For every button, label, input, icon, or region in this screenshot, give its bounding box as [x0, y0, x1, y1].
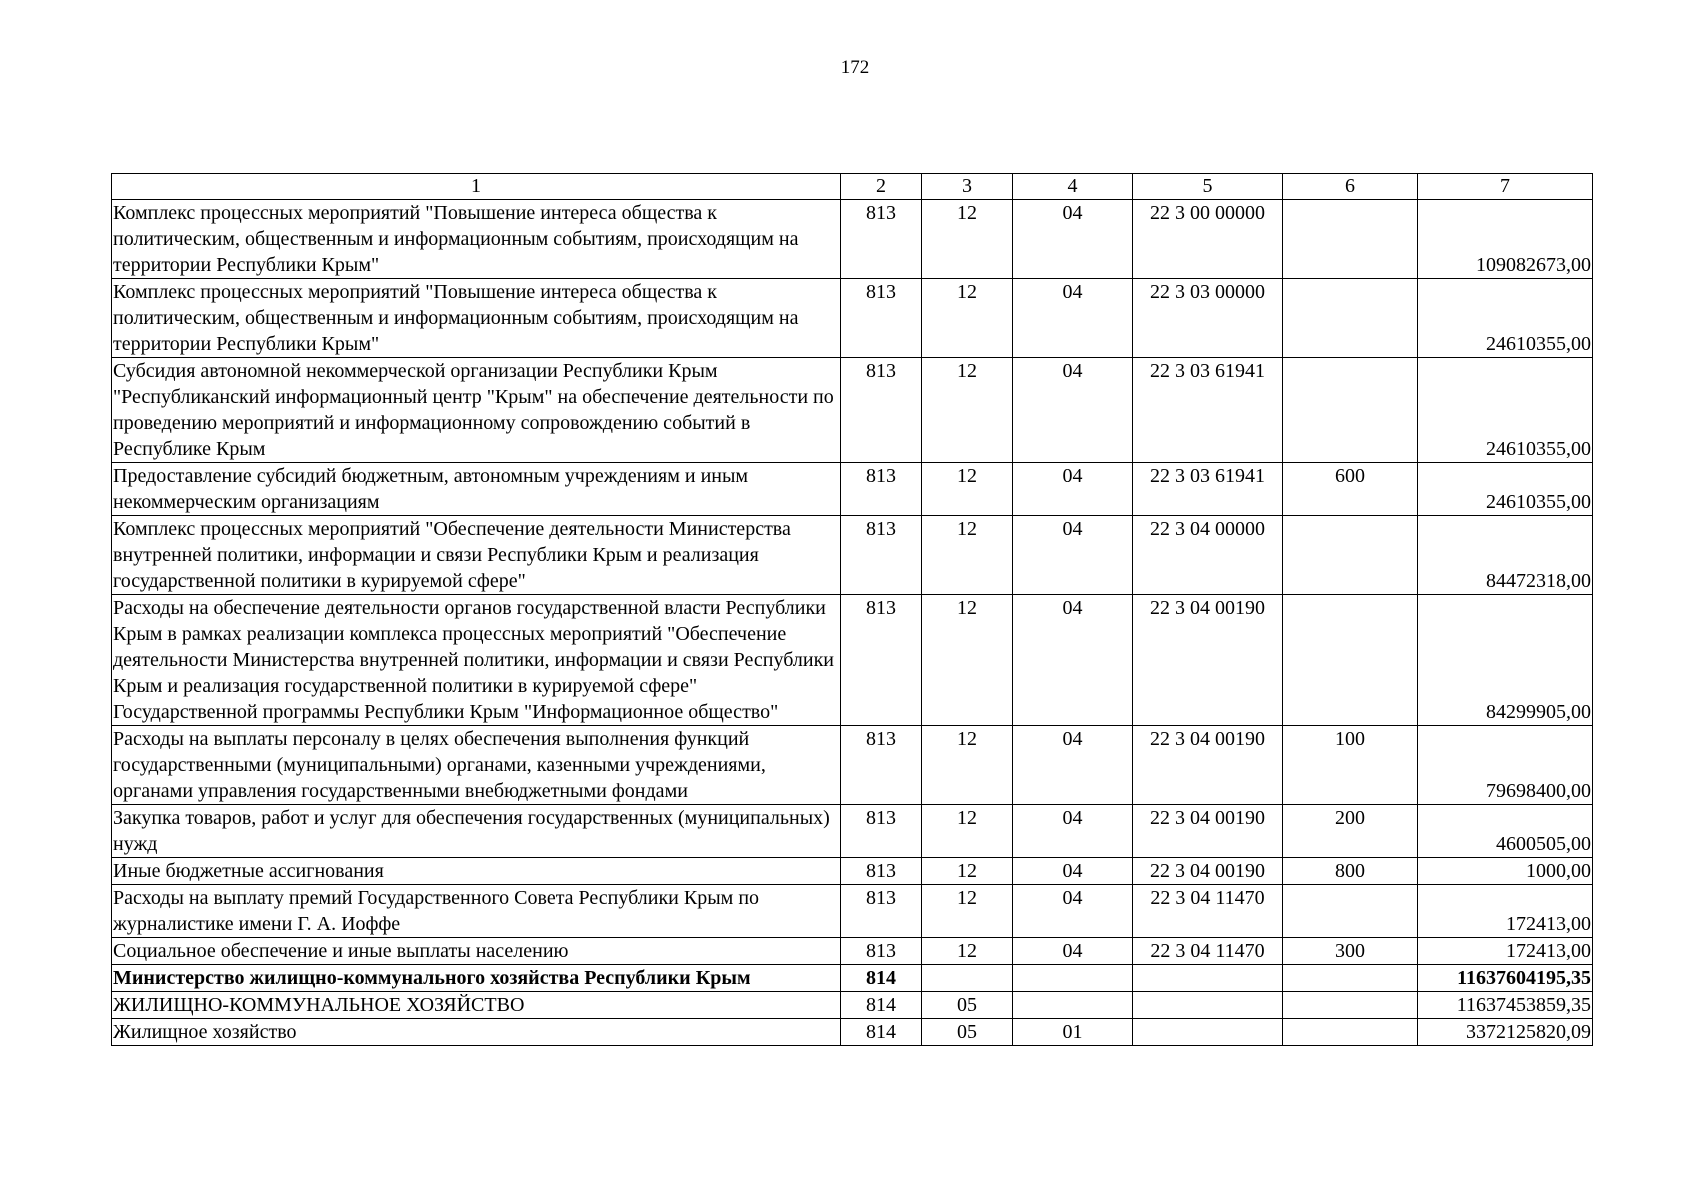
- cell-amount: 84472318,00: [1418, 516, 1593, 595]
- cell-subsection-code: 04: [1013, 463, 1133, 516]
- cell-target-article: [1133, 1019, 1283, 1046]
- cell-name: Министерство жилищно-коммунального хозяйства Республики Крым: [112, 965, 841, 992]
- table-row: [112, 279, 1593, 358]
- cell-expense-type: 600: [1283, 463, 1418, 516]
- cell-section-code: 05: [922, 1019, 1013, 1046]
- cell-ministry-code: 813: [841, 463, 922, 516]
- cell-name: Расходы на выплаты персоналу в целях обеспечения выполнения функций государственными (муниципальными) органами, казенными учреждениями, органами управления государственными внебюджетными фондами: [112, 726, 841, 805]
- cell-subsection-code: 04: [1013, 200, 1133, 279]
- cell-target-article: 22 3 03 61941: [1133, 463, 1283, 516]
- cell-section-code: 12: [922, 938, 1013, 965]
- cell-expense-type: [1283, 358, 1418, 463]
- column-header-3: 3: [922, 174, 1013, 200]
- cell-expense-type: [1283, 595, 1418, 726]
- cell-expense-type: [1283, 885, 1418, 938]
- cell-amount: 24610355,00: [1418, 463, 1593, 516]
- cell-target-article: 22 3 04 00190: [1133, 805, 1283, 858]
- page-number: 172: [840, 57, 870, 78]
- budget-table: [111, 173, 1593, 1046]
- cell-subsection-code: [1013, 992, 1133, 1019]
- cell-ministry-code: 813: [841, 200, 922, 279]
- cell-subsection-code: 04: [1013, 358, 1133, 463]
- cell-amount: 79698400,00: [1418, 726, 1593, 805]
- cell-amount: 84299905,00: [1418, 595, 1593, 726]
- cell-subsection-code: [1013, 965, 1133, 992]
- cell-ministry-code: 814: [841, 992, 922, 1019]
- cell-expense-type: [1283, 992, 1418, 1019]
- cell-section-code: 12: [922, 358, 1013, 463]
- cell-subsection-code: 04: [1013, 595, 1133, 726]
- table-row: [112, 858, 1593, 885]
- cell-ministry-code: 813: [841, 805, 922, 858]
- cell-name: Социальное обеспечение и иные выплаты населению: [112, 938, 841, 965]
- cell-ministry-code: 813: [841, 938, 922, 965]
- cell-ministry-code: 813: [841, 516, 922, 595]
- cell-name: Иные бюджетные ассигнования: [112, 858, 841, 885]
- cell-target-article: 22 3 00 00000: [1133, 200, 1283, 279]
- table-row: [112, 992, 1593, 1019]
- cell-expense-type: 300: [1283, 938, 1418, 965]
- cell-name: Комплекс процессных мероприятий "Повышение интереса общества к политическим, общественным и информационным событиям, происходящим на территории Республики Крым": [112, 279, 841, 358]
- cell-target-article: 22 3 03 61941: [1133, 358, 1283, 463]
- column-header-1: 1: [112, 174, 841, 200]
- table-row: [112, 358, 1593, 463]
- cell-target-article: 22 3 03 00000: [1133, 279, 1283, 358]
- cell-expense-type: [1283, 1019, 1418, 1046]
- table-row: [112, 885, 1593, 938]
- table-row: [112, 726, 1593, 805]
- cell-expense-type: 800: [1283, 858, 1418, 885]
- cell-ministry-code: 814: [841, 965, 922, 992]
- cell-amount: 4600505,00: [1418, 805, 1593, 858]
- cell-amount: 172413,00: [1418, 938, 1593, 965]
- table-row: [112, 1019, 1593, 1046]
- table-row: [112, 516, 1593, 595]
- cell-expense-type: 200: [1283, 805, 1418, 858]
- cell-name: Расходы на обеспечение деятельности органов государственной власти Республики Крым в рамках реализации комплекса процессных мероприятий "Обеспечение деятельности Министерства внутренней политики, информации и связи Республики Крым и реализация государственной политики в курируемой сфере" Государственной программы Республики Крым "Информационное общество": [112, 595, 841, 726]
- cell-target-article: 22 3 04 11470: [1133, 885, 1283, 938]
- cell-amount: 1000,00: [1418, 858, 1593, 885]
- cell-amount: 24610355,00: [1418, 279, 1593, 358]
- cell-section-code: 12: [922, 200, 1013, 279]
- cell-section-code: 12: [922, 516, 1013, 595]
- cell-ministry-code: 813: [841, 358, 922, 463]
- cell-section-code: [922, 965, 1013, 992]
- cell-target-article: [1133, 992, 1283, 1019]
- cell-target-article: 22 3 04 00190: [1133, 726, 1283, 805]
- cell-target-article: 22 3 04 00190: [1133, 595, 1283, 726]
- column-header-7: 7: [1418, 174, 1593, 200]
- cell-ministry-code: 813: [841, 858, 922, 885]
- cell-subsection-code: 04: [1013, 858, 1133, 885]
- table-header-row: [112, 174, 1593, 200]
- cell-expense-type: [1283, 516, 1418, 595]
- column-header-2: 2: [841, 174, 922, 200]
- cell-amount: 3372125820,09: [1418, 1019, 1593, 1046]
- cell-name: Субсидия автономной некоммерческой организации Республики Крым "Республиканский информационный центр "Крым" на обеспечение деятельности по проведению мероприятий и информационному сопровождению событий в Республике Крым: [112, 358, 841, 463]
- cell-amount: 24610355,00: [1418, 358, 1593, 463]
- cell-section-code: 12: [922, 858, 1013, 885]
- cell-subsection-code: 04: [1013, 805, 1133, 858]
- cell-subsection-code: 04: [1013, 516, 1133, 595]
- cell-subsection-code: 01: [1013, 1019, 1133, 1046]
- cell-ministry-code: 813: [841, 279, 922, 358]
- cell-section-code: 12: [922, 726, 1013, 805]
- cell-section-code: 12: [922, 463, 1013, 516]
- cell-ministry-code: 813: [841, 595, 922, 726]
- table-row: [112, 938, 1593, 965]
- table-row: [112, 805, 1593, 858]
- column-header-5: 5: [1133, 174, 1283, 200]
- column-header-6: 6: [1283, 174, 1418, 200]
- cell-section-code: 12: [922, 885, 1013, 938]
- table-row: [112, 595, 1593, 726]
- cell-section-code: 12: [922, 595, 1013, 726]
- cell-name: Комплекс процессных мероприятий "Повышение интереса общества к политическим, общественным и информационным событиям, происходящим на территории Республики Крым": [112, 200, 841, 279]
- column-header-4: 4: [1013, 174, 1133, 200]
- cell-name: Расходы на выплату премий Государственного Совета Республики Крым по журналистике имени Г. А. Иоффе: [112, 885, 841, 938]
- table-row: [112, 200, 1593, 279]
- cell-name: Комплекс процессных мероприятий "Обеспечение деятельности Министерства внутренней политики, информации и связи Республики Крым и реализация государственной политики в курируемой сфере": [112, 516, 841, 595]
- cell-target-article: 22 3 04 00190: [1133, 858, 1283, 885]
- cell-name: Жилищное хозяйство: [112, 1019, 841, 1046]
- cell-ministry-code: 813: [841, 885, 922, 938]
- cell-ministry-code: 814: [841, 1019, 922, 1046]
- cell-name: Предоставление субсидий бюджетным, автономным учреждениям и иным некоммерческим организациям: [112, 463, 841, 516]
- cell-target-article: [1133, 965, 1283, 992]
- cell-target-article: 22 3 04 11470: [1133, 938, 1283, 965]
- cell-section-code: 05: [922, 992, 1013, 1019]
- cell-expense-type: [1283, 279, 1418, 358]
- cell-subsection-code: 04: [1013, 726, 1133, 805]
- cell-target-article: 22 3 04 00000: [1133, 516, 1283, 595]
- cell-subsection-code: 04: [1013, 279, 1133, 358]
- cell-section-code: 12: [922, 805, 1013, 858]
- cell-expense-type: 100: [1283, 726, 1418, 805]
- cell-amount: 11637604195,35: [1418, 965, 1593, 992]
- cell-amount: 172413,00: [1418, 885, 1593, 938]
- table-row: [112, 965, 1593, 992]
- cell-amount: 109082673,00: [1418, 200, 1593, 279]
- cell-expense-type: [1283, 965, 1418, 992]
- cell-section-code: 12: [922, 279, 1013, 358]
- cell-amount: 11637453859,35: [1418, 992, 1593, 1019]
- budget-table-body: [112, 174, 1593, 1046]
- cell-subsection-code: 04: [1013, 938, 1133, 965]
- cell-ministry-code: 813: [841, 726, 922, 805]
- cell-subsection-code: 04: [1013, 885, 1133, 938]
- cell-name: Закупка товаров, работ и услуг для обеспечения государственных (муниципальных) нужд: [112, 805, 841, 858]
- table-row: [112, 463, 1593, 516]
- cell-name: ЖИЛИЩНО-КОММУНАЛЬНОЕ ХОЗЯЙСТВО: [112, 992, 841, 1019]
- cell-expense-type: [1283, 200, 1418, 279]
